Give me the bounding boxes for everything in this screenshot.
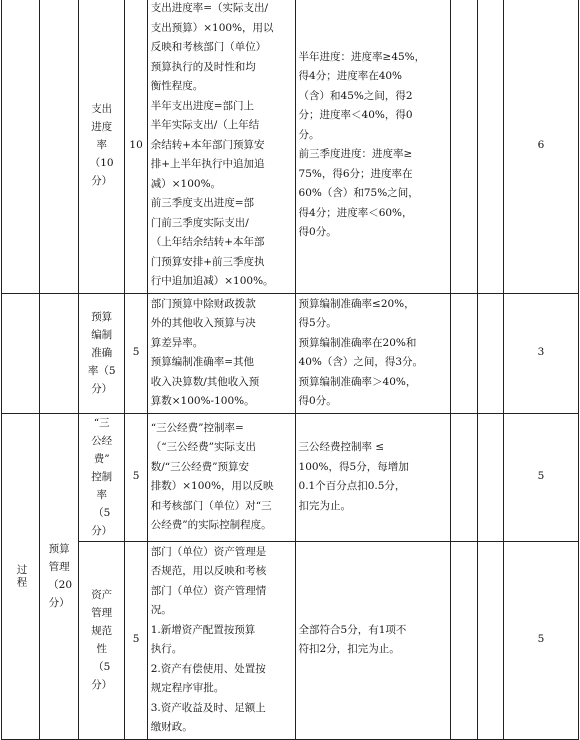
text-line: 规定程序审批。	[150, 682, 225, 694]
standard-cell	[295, 413, 451, 541]
text-line: 门前三季度实际支出/	[150, 216, 249, 229]
text-line: 支出	[91, 103, 113, 116]
category-cell-empty	[2, 0, 40, 293]
score-cell-empty	[477, 0, 503, 293]
text-line: 预算编制准确率=其他	[150, 356, 255, 368]
indicator-cell	[78, 541, 125, 739]
text-line: 1.新增资产配置按预算	[150, 623, 256, 636]
category-cell-empty	[2, 293, 40, 413]
weight-cell: 5	[125, 541, 147, 739]
indicator-name	[85, 414, 119, 540]
indicator-cell	[78, 413, 125, 541]
score-cell: 3	[504, 293, 579, 413]
score-cell-empty	[477, 413, 503, 541]
text-line: 分。	[298, 128, 320, 141]
text-line: 得0分。	[298, 226, 337, 239]
text-line: 2.资产有偿使用、处置按	[150, 662, 266, 675]
definition-text	[151, 295, 292, 412]
text-line: 部门（单位）资产管理情	[150, 584, 267, 597]
standard-text	[299, 438, 448, 516]
subcategory-cell-empty	[40, 0, 78, 293]
text-line: 余结转+本年部门预算安	[150, 138, 265, 151]
text-line: 减）×100%。	[150, 177, 222, 190]
text-line: 公经	[91, 435, 113, 447]
text-line: 费”	[93, 453, 110, 465]
text-line: （含）和45%之间，得2	[298, 89, 413, 102]
indicator-name	[85, 308, 119, 398]
definition-cell	[147, 541, 295, 739]
text-line: 率	[96, 489, 107, 501]
text-line: 行中追加追减）×100%。	[150, 275, 274, 287]
text-line: 半年支出进度=部门上	[150, 99, 255, 112]
weight-cell: 5	[125, 413, 147, 541]
text-line: （10	[89, 157, 114, 170]
score-cell-empty	[451, 413, 477, 541]
text-line: 执行。	[150, 643, 183, 655]
text-line: 性	[96, 643, 107, 655]
table-row	[2, 541, 579, 739]
text-line: 分）	[91, 175, 113, 188]
text-line: 分）	[91, 383, 113, 395]
text-line: 规范	[91, 625, 113, 637]
subcategory-label: 预算管理（20分）	[48, 543, 73, 609]
text-line: 数/“三公经费”预算安	[150, 460, 250, 473]
table-row	[2, 293, 579, 413]
text-line: 预算编制准确率＞40%，	[298, 375, 417, 388]
text-line: 3.资产收益及时、足额上	[150, 701, 266, 714]
category-cell	[2, 413, 40, 739]
text-line: 和考核部门（单位）对“三	[150, 499, 272, 512]
text-line: 前三季度进度：进度率≥	[298, 148, 413, 161]
text-line: 公经费”的实际控制程度。	[150, 519, 272, 531]
text-line: 分；进度率＜40%，得0	[298, 109, 413, 122]
score-cell: 5	[504, 413, 579, 541]
weight-cell: 10	[125, 0, 147, 293]
table-row	[2, 0, 579, 293]
text-line: 60%（含）和75%之间，	[298, 187, 419, 200]
text-line: 外的其他收入预算与决	[150, 317, 256, 329]
indicator-name	[85, 586, 119, 694]
evaluation-table	[1, 0, 579, 740]
text-line: 排+上半年执行中追加追	[150, 158, 265, 170]
text-line: “三	[93, 417, 110, 429]
text-line: 控制	[91, 471, 113, 483]
text-line: 收入决算数/其他收入预	[150, 375, 260, 388]
score-cell: 6	[504, 0, 579, 293]
text-line: 部门预算中除财政拨款	[150, 297, 256, 310]
text-line: 100%，得5分，每增加	[298, 460, 409, 473]
text-line: 准确	[91, 347, 113, 359]
text-line: （上年结余结转+本年部	[150, 236, 265, 248]
standard-cell	[295, 541, 451, 739]
text-line: 资产	[91, 589, 113, 601]
weight-cell: 5	[125, 293, 147, 413]
text-line: 率	[96, 139, 107, 152]
text-line: 前三季度支出进度=部	[150, 197, 255, 209]
indicator-cell	[78, 293, 125, 413]
standard-text	[299, 295, 448, 412]
definition-text	[151, 419, 292, 536]
category-label: 过程	[15, 563, 28, 589]
text-line: 40%（含）之间，得3分。	[298, 356, 424, 368]
text-line: 三公经费控制率 ≤	[298, 441, 385, 453]
text-line: （5	[93, 661, 111, 673]
table-row	[2, 413, 579, 541]
definition-cell	[147, 413, 295, 541]
text-line: 门预算安排+前三季度执	[150, 255, 265, 268]
score-cell-empty	[451, 0, 477, 293]
text-line: “三公经费”控制率=	[150, 421, 244, 434]
score-cell-empty	[451, 541, 477, 739]
text-line: 反映和考核部门（单位）	[150, 41, 267, 53]
text-line: 排数）×100%，用以反映	[150, 480, 274, 492]
text-line: 预算	[91, 311, 113, 323]
text-line: 得0分。	[298, 395, 337, 407]
text-line: （5	[93, 507, 111, 519]
standard-text	[299, 48, 448, 243]
text-line: 全部符合5分，有1项不	[298, 623, 407, 636]
text-line: 算数×100%-100%。	[150, 395, 255, 407]
text-line: 编制	[91, 329, 113, 341]
definition-cell	[147, 0, 295, 293]
score-cell: 5	[504, 541, 579, 739]
text-line: 得4分；进度率在40%	[298, 70, 403, 83]
text-line: 算差异率。	[150, 336, 204, 349]
text-line: 况。	[150, 604, 172, 616]
score-cell-empty	[451, 293, 477, 413]
text-line: 支出预算）×100%，用以	[150, 21, 274, 34]
text-line: 管理	[91, 607, 113, 619]
text-line: 预算编制准确率≤20%，	[298, 297, 415, 310]
text-line: 0.1个百分点扣0.5分，	[298, 480, 406, 492]
text-line: 半年进度：进度率≥45%，	[298, 50, 426, 63]
text-line: 率（5	[87, 365, 116, 377]
text-line: （“三公经费”实际支出	[150, 441, 256, 453]
score-cell-empty	[477, 541, 503, 739]
subcategory-cell	[40, 413, 78, 739]
text-line: 得4分；进度率＜60%，	[298, 206, 413, 219]
definition-text	[151, 543, 292, 738]
definition-text	[151, 0, 292, 292]
subcategory-cell-empty	[40, 293, 78, 413]
standard-cell	[295, 0, 451, 293]
text-line: 否规范，用以反映和考核	[150, 565, 267, 577]
indicator-name	[85, 100, 119, 190]
text-line: 预算编制准确率在20%和	[298, 336, 417, 349]
text-line: 进度	[91, 121, 113, 134]
text-line: 支出进度率=（实际支出/	[150, 2, 269, 14]
text-line: 预算执行的及时性和均	[150, 60, 256, 73]
text-line: 分）	[91, 525, 113, 537]
text-line: 得5分。	[298, 317, 337, 329]
text-line: 扣完为止。	[298, 499, 352, 512]
standard-text	[299, 621, 448, 660]
score-cell-empty	[477, 293, 503, 413]
indicator-cell	[78, 0, 125, 293]
text-line: 衡性程度。	[150, 80, 204, 92]
text-line: 符扣2分，扣完为止。	[298, 643, 400, 655]
text-line: 分）	[91, 679, 113, 691]
text-line: 半年实际支出/（上年结	[150, 119, 260, 131]
standard-cell	[295, 293, 451, 413]
text-line: 75%，得6分；进度率在	[298, 167, 413, 180]
definition-cell	[147, 293, 295, 413]
text-line: 缴财政。	[150, 721, 193, 733]
text-line: 部门（单位）资产管理是	[150, 545, 267, 558]
